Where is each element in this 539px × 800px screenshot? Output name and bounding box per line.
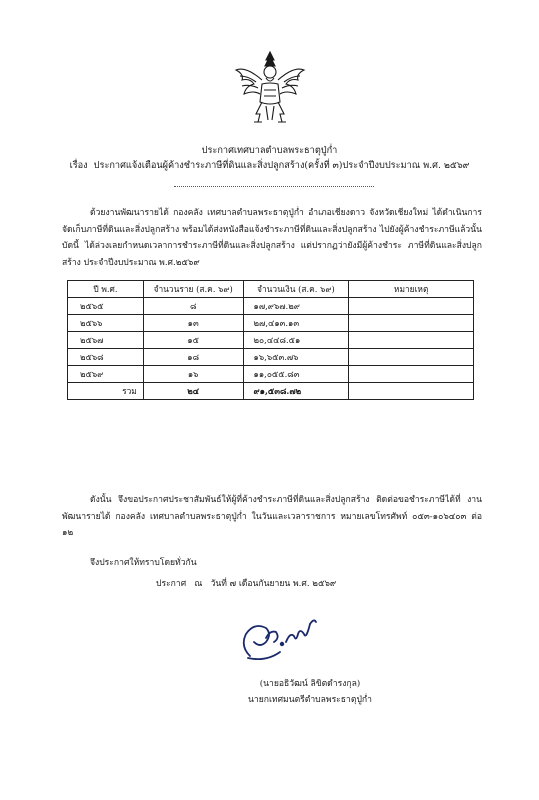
date-value: วันที่ ๗ เดือนกันยายน พ.ศ. ๒๕๖๙ (210, 579, 337, 589)
table-row (68, 315, 474, 332)
table-header-row (68, 281, 474, 298)
table-row (68, 366, 474, 383)
table-total-row (68, 383, 474, 400)
cell-amount: ๒๐,๔๔๘.๕๑ (243, 332, 349, 349)
cell-note (349, 298, 474, 315)
date-prefix: ประกาศ (156, 579, 187, 589)
cell-year: ๒๕๖๘ (68, 349, 144, 366)
table-row (68, 349, 474, 366)
cell-year: ๒๕๖๗ (68, 332, 144, 349)
announcement-date (156, 576, 336, 590)
signer-name: (นายอธิวัฒน์ ลิขิตดำรงกุล) (259, 679, 361, 689)
cell-year: ๒๕๖๖ (68, 315, 144, 332)
cell-amount: ๑๖,๖๕๓.๗๖ (243, 349, 349, 366)
header-amount: จำนวนเงิน (ส.ค. ๖๙) (243, 281, 349, 298)
announcement-title: ประกาศเทศบาลตำบลพระธาตุปู่ก่ำ (201, 145, 338, 156)
cell-count: ๑๕ (143, 332, 243, 349)
announcement-subject (0, 158, 539, 173)
cell-amount: ๑๗,๙๖๗.๒๙ (243, 298, 349, 315)
header-year: ปี พ.ศ. (68, 281, 144, 298)
body-paragraph-2: ดังนั้น จึงขอประกาศประชาสัมพันธ์ให้ผู้ที่ค้างชำระภาษีที่ดินและสิ่งปลูกสร้าง ติดต่อขอชำระภาษีได้ที่ งานพัฒนารายได้ กองคลัง เทศบาลตำบลพระธาตุปู่ก่ำ ในวันและเวลาราชการ หมายเลขโทรศัพท์ ๐๕๓-๑๐๖๔๐๓ ต่อ ๑๒ (62, 495, 482, 538)
garuda-emblem-icon (232, 48, 308, 128)
signer-position: นายกเทศมนตรีตำบลพระธาตุปู่ก่ำ (248, 695, 372, 705)
cell-note (349, 332, 474, 349)
signature-icon (236, 612, 318, 666)
cell-count: ๑๓ (143, 315, 243, 332)
cell-amount: ๒๗,๔๑๓.๑๓ (243, 315, 349, 332)
cell-amount: ๑๑,๐๕๕.๘๓ (243, 366, 349, 383)
cell-note (349, 349, 474, 366)
cell-year: ๒๕๖๙ (68, 366, 144, 383)
arrears-table (67, 280, 474, 400)
cell-count: ๑๘ (143, 349, 243, 366)
cell-year: ๒๕๖๕ (68, 298, 144, 315)
total-amount: ๙๑,๕๓๘.๗๒ (243, 383, 349, 400)
table-row (68, 298, 474, 315)
table-row (68, 332, 474, 349)
total-note (349, 383, 474, 400)
subject-label: เรื่อง (69, 160, 88, 171)
date-at: ณ (194, 579, 203, 589)
cell-note (349, 315, 474, 332)
cell-count: ๑๖ (143, 366, 243, 383)
cell-count: ๘ (143, 298, 243, 315)
closing-statement: จึงประกาศให้ทราบโดยทั่วกัน (90, 558, 197, 568)
header-note: หมายเหตุ (349, 281, 474, 298)
cell-note (349, 366, 474, 383)
header-count: จำนวนราย (ส.ค. ๖๙) (143, 281, 243, 298)
dotted-divider (174, 186, 374, 187)
total-count: ๒๔ (143, 383, 243, 400)
total-label: รวม (68, 383, 144, 400)
subject-text: ประกาศแจ้งเตือนผู้ค้างชำระภาษีที่ดินและสิ่งปลูกสร้าง(ครั้งที่ ๓)ประจำปีงบประมาณ พ.ศ. ๒๕๖๙ (93, 160, 470, 171)
body-paragraph-1: ด้วยงานพัฒนารายได้ กองคลัง เทศบาลตำบลพระธาตุปู่ก่ำ อำเภอเชียงดาว จังหวัดเชียงใหม่ ได้ดำเนินการจัดเก็บภาษีที่ดินและสิ่งปลูกสร้าง พร้อมได้ส่งหนังสือแจ้งชำระภาษีที่ดินและสิ่งปลูกสร้าง ไปยังผู้ค้างชำระภาษีแล้วนั้น บัดนี้ ได้ล่วงเลยกำหนดเวลาการชำระภาษีที่ดินและสิ่งปลูกสร้าง แต่ปรากฏว่ายังมีผู้ค้างชำระ ภาษีที่ดินและสิ่งปลูกสร้าง ประจำปีงบประมาณ พ.ศ.๒๕๖๙ (62, 208, 482, 268)
